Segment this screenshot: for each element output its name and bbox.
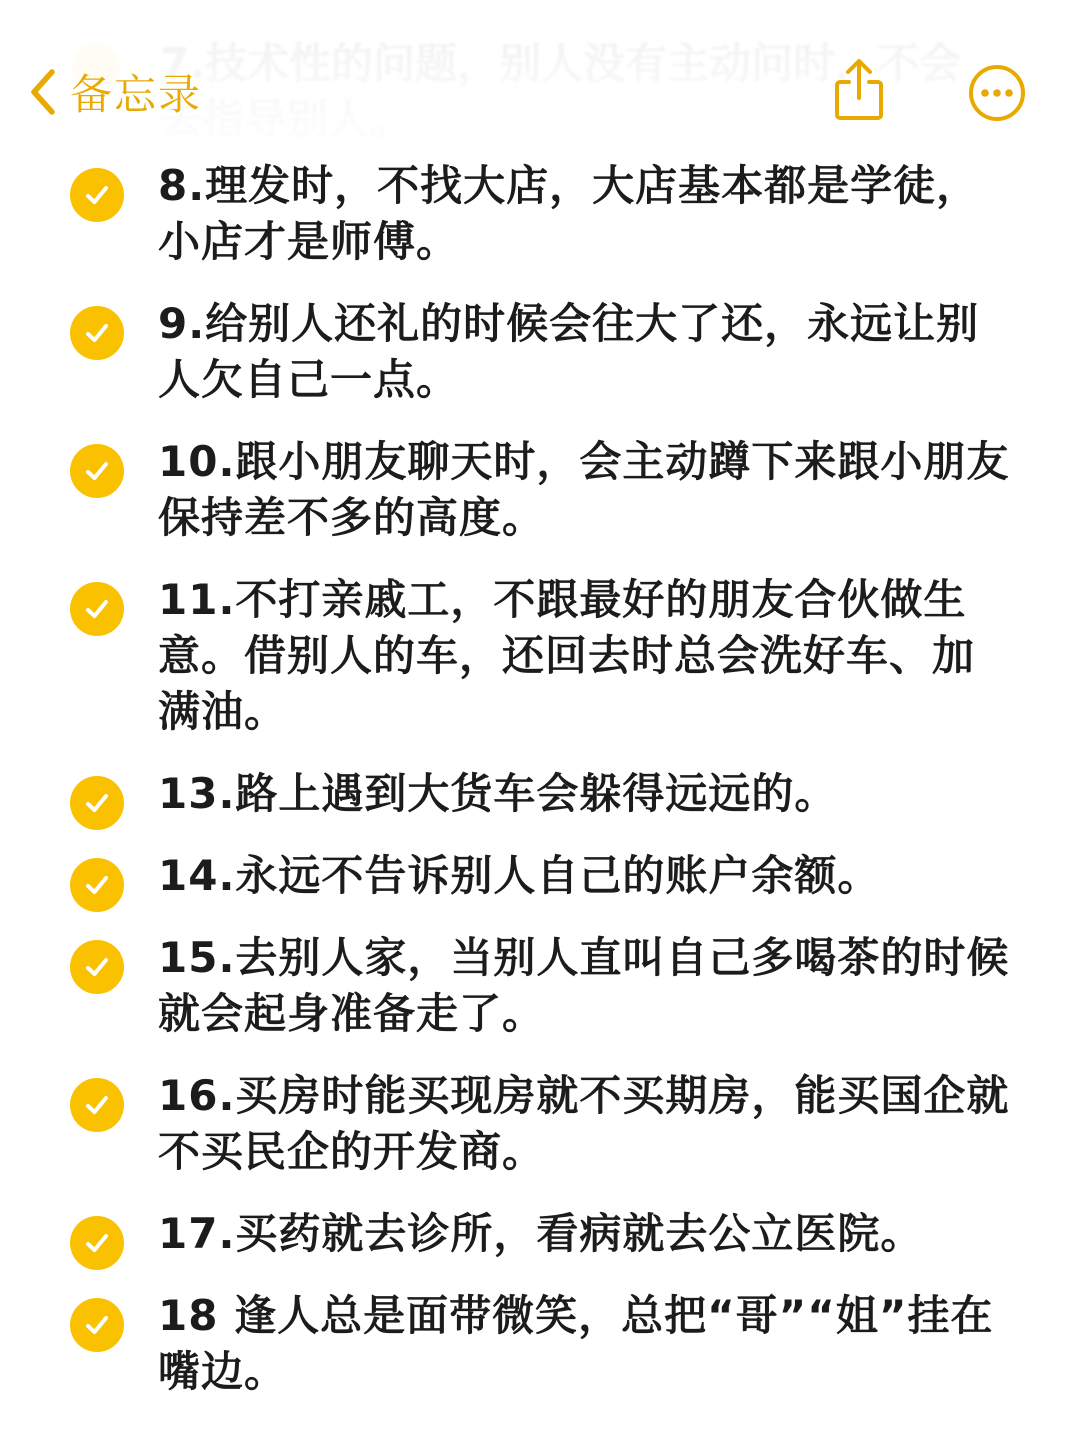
checkmark-icon[interactable] xyxy=(70,1078,124,1132)
checklist-item-text[interactable]: 15.去别人家，当别人直叫自己多喝茶的时候就会起身准备走了。 xyxy=(158,933,1010,1038)
checklist-item-text[interactable]: 10.跟小朋友聊天时，会主动蹲下来跟小朋友保持差不多的高度。 xyxy=(158,437,1010,542)
checklist-item-text[interactable]: 9.给别人还礼的时候会往大了还，永远让别人欠自己一点。 xyxy=(158,299,980,404)
more-icon[interactable] xyxy=(968,64,1026,122)
checklist-item-text[interactable]: 13.路上遇到大货车会躲得远远的。 xyxy=(158,769,838,818)
checklist-item xyxy=(0,1288,1080,1400)
checkmark-icon[interactable] xyxy=(70,582,124,636)
chevron-left-icon xyxy=(28,68,58,116)
checklist-item-text[interactable]: 14.永远不告诉别人自己的账户余额。 xyxy=(158,851,881,900)
checkmark-icon[interactable] xyxy=(70,776,124,830)
checklist-item xyxy=(0,1206,1080,1262)
checklist-item xyxy=(0,434,1080,546)
checklist-item xyxy=(0,848,1080,904)
checklist-item xyxy=(0,296,1080,408)
checkmark-icon[interactable] xyxy=(70,168,124,222)
checklist-item-text[interactable]: 11.不打亲戚工，不跟最好的朋友合伙做生意。借别人的车，还回去时总会洗好车、加满油。 xyxy=(158,575,976,736)
checklist-item xyxy=(0,766,1080,822)
checklist-item xyxy=(0,930,1080,1042)
checkmark-icon[interactable] xyxy=(70,306,124,360)
checklist-item xyxy=(0,572,1080,740)
checkmark-icon[interactable] xyxy=(70,858,124,912)
checkmark-icon[interactable] xyxy=(70,1298,124,1352)
checkmark-icon[interactable] xyxy=(70,1216,124,1270)
checklist-item xyxy=(0,158,1080,270)
checklist-item xyxy=(0,1068,1080,1180)
navigation-bar xyxy=(0,0,1080,150)
back-button[interactable] xyxy=(28,62,202,122)
back-label: 备忘录 xyxy=(70,70,203,119)
checklist-item-text[interactable]: 16.买房时能买现房就不买期房，能买国企就不买民企的开发商。 xyxy=(158,1071,1010,1176)
checkmark-icon[interactable] xyxy=(70,940,124,994)
checklist-item-text[interactable]: 8.理发时，不找大店，大店基本都是学徒，小店才是师傅。 xyxy=(158,161,980,266)
checklist-item-text[interactable]: 18 逢人总是面带微笑，总把“哥”“姐”挂在嘴边。 xyxy=(158,1291,994,1396)
checklist xyxy=(0,158,1080,1426)
checklist-item-text[interactable]: 17.买药就去诊所，看病就去公立医院。 xyxy=(158,1209,924,1258)
share-icon[interactable] xyxy=(832,56,886,122)
checkmark-icon[interactable] xyxy=(70,444,124,498)
